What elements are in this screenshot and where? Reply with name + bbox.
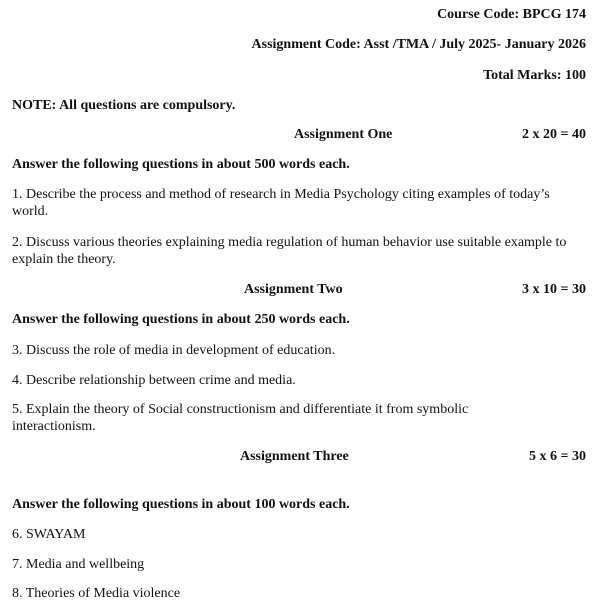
- question-5: 5. Explain the theory of Social constructionism and differentiate it from symbolic interactionism.: [12, 402, 469, 434]
- question-8: 8. Theories of Media violence: [12, 586, 181, 601]
- section-title-three: Assignment Three: [240, 449, 349, 464]
- section-instruction-one: Answer the following questions in about 500 words each.: [12, 157, 350, 172]
- section-marks-three: 5 x 6 = 30: [529, 449, 586, 464]
- section-marks-two: 3 x 10 = 30: [522, 282, 586, 297]
- course-code: Course Code: BPCG 174: [437, 7, 586, 22]
- question-7: 7. Media and wellbeing: [12, 557, 145, 572]
- question-6: 6. SWAYAM: [12, 527, 86, 542]
- assignment-code: Assignment Code: Asst /TMA / July 2025- January 2026: [251, 37, 586, 52]
- total-marks: Total Marks: 100: [483, 68, 586, 83]
- section-title-one: Assignment One: [294, 127, 393, 142]
- section-instruction-three: Answer the following questions in about 100 words each.: [12, 497, 350, 512]
- section-title-two: Assignment Two: [244, 282, 343, 297]
- section-marks-one: 2 x 20 = 40: [522, 127, 586, 142]
- question-2: 2. Discuss various theories explaining media regulation of human behavior use suitable example to explain the theory.: [12, 235, 567, 267]
- note: NOTE: All questions are compulsory.: [12, 98, 236, 113]
- question-1: 1. Describe the process and method of research in Media Psychology citing examples of today’s world.: [12, 187, 550, 219]
- question-4: 4. Describe relationship between crime and media.: [12, 373, 296, 388]
- question-3: 3. Discuss the role of media in development of education.: [12, 343, 336, 358]
- section-instruction-two: Answer the following questions in about 250 words each.: [12, 312, 350, 327]
